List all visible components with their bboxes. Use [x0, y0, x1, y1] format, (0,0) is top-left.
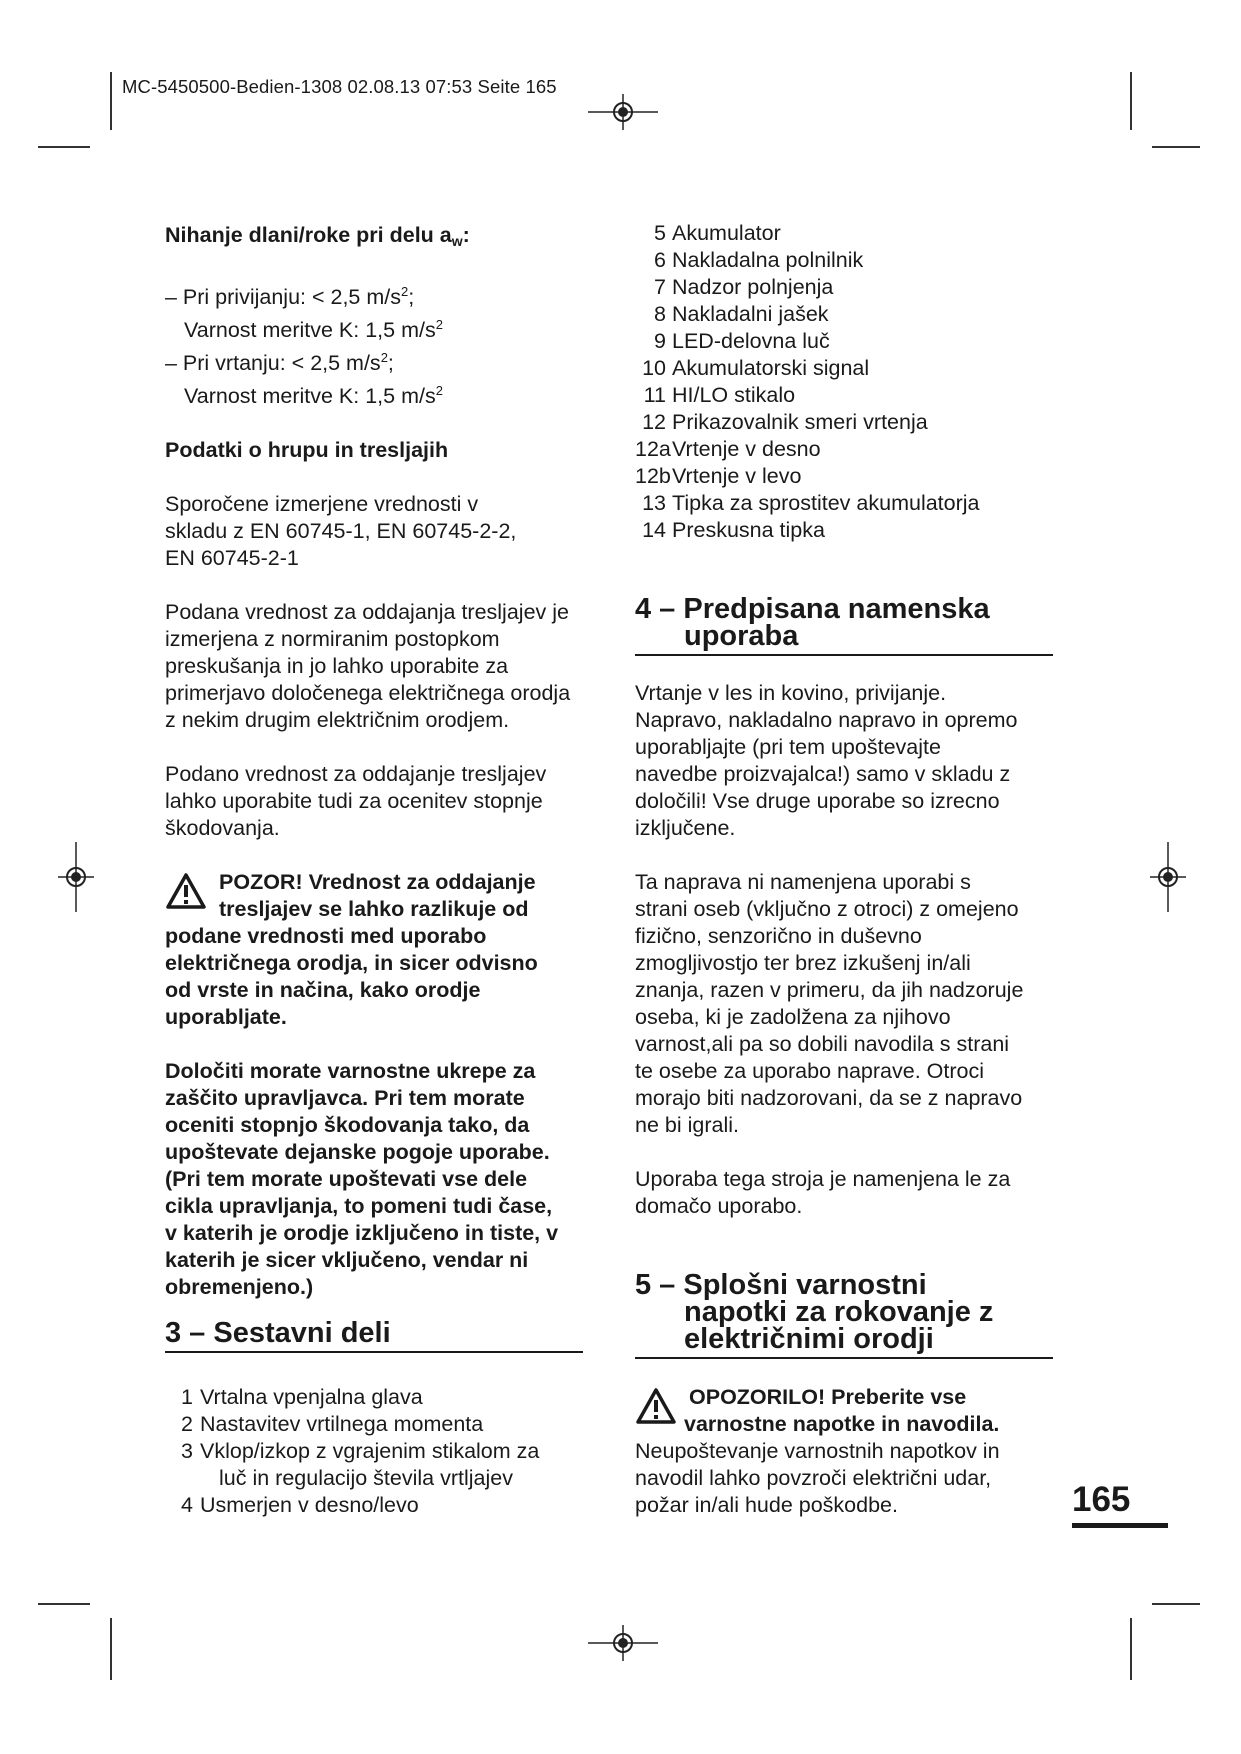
text-line: izključene.: [635, 816, 736, 840]
text-line: morajo biti nadzorovani, da se z napravo: [635, 1086, 1023, 1110]
crop-mark: [110, 1618, 112, 1680]
list-item: 13 Tipka za sprostitev akumulatorja: [642, 491, 980, 515]
text-line: navedbe proizvajalca!) samo v skladu z: [635, 762, 1011, 786]
section-title: 5 – Splošni varnostni: [635, 1269, 927, 1301]
parts-list-right: [635, 220, 1065, 544]
text-line: varnostne napotke in navodila.: [684, 1412, 1000, 1436]
text-line: električnega orodja, in sicer odvisno: [165, 951, 538, 975]
text-line: POZOR! Vrednost za oddajanje: [219, 870, 536, 894]
section-4-body: [635, 680, 1075, 1220]
text-line: Določiti morate varnostne ukrepe za: [165, 1059, 536, 1083]
general-warning: [635, 1384, 1075, 1438]
text-line: izmerjena z normiranim postopkom: [165, 627, 500, 651]
text-line: skladu z EN 60745-1, EN 60745-2-2,: [165, 519, 517, 543]
text-line: določili! Vse druge uporabe so izrecno: [635, 789, 1000, 813]
text-line: zaščito upravljavca. Pri tem morate: [165, 1086, 525, 1110]
section-title: 3 – Sestavni deli: [165, 1317, 391, 1349]
crop-mark: [1152, 146, 1200, 148]
text-line: domačo uporabo.: [635, 1194, 803, 1218]
text-line: Neupoštevanje varnostnih napotkov in: [635, 1439, 1000, 1463]
text-line: fizično, senzorično in duševno: [635, 924, 922, 948]
text-line: OPOZORILO! Preberite vse: [689, 1385, 967, 1409]
warning-triangle-icon: [635, 1387, 677, 1425]
text-line: varnost,ali pa so dobili navodila s strani: [635, 1032, 1010, 1056]
registration-mark-icon: [588, 92, 658, 132]
safety-measures-paragraph: [165, 1058, 595, 1301]
text-line: oceniti stopnjo škodovanja tako, da: [165, 1113, 530, 1137]
text-line: oseba, ki je zadolžena za njihovo: [635, 1005, 951, 1029]
section-title: električnimi orodji: [684, 1323, 934, 1355]
list-item: 12a Vrtenje v desno: [635, 437, 821, 461]
text-line: ne bi igrali.: [635, 1113, 739, 1137]
section-5-heading: [635, 1269, 1053, 1359]
text-line: škodovanja.: [165, 816, 280, 840]
page-number: 165: [1072, 1480, 1131, 1519]
text-line: Vrtanje v les in kovino, privijanje.: [635, 681, 947, 705]
text-line: požar in/ali hude poškodbe.: [635, 1493, 898, 1517]
list-item: luč in regulacijo števila vrtljajev: [219, 1466, 513, 1490]
section-4-heading: [635, 593, 1053, 656]
text-line: primerjavo določenega električnega orodja: [165, 681, 571, 705]
list-item: 4 Usmerjen v desno/levo: [181, 1493, 419, 1517]
parts-list-left: [172, 1384, 602, 1519]
text-line: podane vrednosti med uporabo: [165, 924, 487, 948]
text-line: uporabljajte (pri tem upoštevajte: [635, 735, 941, 759]
list-item: 2 Nastavitev vrtilnega momenta: [181, 1412, 484, 1436]
registration-mark-icon: [56, 842, 96, 912]
crop-mark: [38, 1603, 90, 1605]
crop-mark: [1130, 1618, 1132, 1680]
text-line: uporabljate.: [165, 1005, 287, 1029]
section-title: napotki za rokovanje z: [684, 1296, 994, 1328]
section-title: 4 – Predpisana namenska: [635, 593, 990, 625]
text-line: katerih je sicer vključeno, vendar ni: [165, 1248, 529, 1272]
noise-title: Podatki o hrupu in tresljajih: [165, 438, 449, 462]
text-line: Uporaba tega stroja je namenjena le za: [635, 1167, 1011, 1191]
list-item: 9 LED-delovna luč: [654, 329, 830, 353]
section-3-heading: [165, 1317, 583, 1353]
text-line: upoštevate dejanske pogoje uporabe.: [165, 1140, 550, 1164]
list-item: 10 Akumulatorski signal: [642, 356, 870, 380]
text-line: Podana vrednost za oddajanja tresljajev je: [165, 600, 569, 624]
text-line: (Pri tem morate upoštevati vse dele: [165, 1167, 528, 1191]
list-item: 14 Preskusna tipka: [642, 518, 825, 542]
crop-mark: [1130, 72, 1132, 130]
text-line: EN 60745-2-1: [165, 546, 299, 570]
crop-mark: [110, 72, 112, 130]
text-line: od vrste in načina, kako orodje: [165, 978, 481, 1002]
text-line: v katerih je orodje izključeno in tiste, v: [165, 1221, 559, 1245]
text-line: cikla upravljanja, to pomeni tudi čase,: [165, 1194, 553, 1218]
print-header: MC-5450500-Bedien-1308 02.08.13 07:53 Seite 165: [122, 76, 557, 97]
vibration-line: – Pri vrtanju: < 2,5 $m/s^2$;: [165, 350, 394, 375]
text-line: preskušanja in jo lahko uporabite za: [165, 654, 509, 678]
list-item: 12b Vrtenje v levo: [635, 464, 802, 488]
vibration-warning: [165, 869, 595, 1031]
text-line: znanja, razen v primeru, da jih nadzoruje: [635, 978, 1024, 1002]
vibration-line: Varnost meritve K: 1,5 $m/s^2$: [184, 317, 443, 342]
text-line: Napravo, nakladalno napravo in opremo: [635, 708, 1018, 732]
list-item: 8 Nakladalni jašek: [654, 302, 829, 326]
text-line: strani oseb (vključno z otroci) z omejeno: [635, 897, 1019, 921]
text-line: Ta naprava ni namenjena uporabi s: [635, 870, 971, 894]
crop-mark: [38, 146, 90, 148]
registration-mark-icon: [588, 1623, 658, 1663]
vibration-line: – Pri privijanju: < 2,5 $m/s^2$;: [165, 284, 415, 309]
text-line: Sporočene izmerjene vrednosti v: [165, 492, 479, 516]
text-line: lahko uporabite tudi za ocenitev stopnje: [165, 789, 543, 813]
crop-mark: [1152, 1603, 1200, 1605]
vibration-line: Varnost meritve K: 1,5 $m/s^2$: [184, 383, 443, 408]
list-item: 5 Akumulator: [654, 221, 781, 245]
list-item: 7 Nadzor polnjenja: [654, 275, 834, 299]
text-line: z nekim drugim električnim orodjem.: [165, 708, 510, 732]
section-5-body: [635, 1384, 1075, 1519]
text-line: te osebe za uporabo naprave. Otroci: [635, 1059, 984, 1083]
text-line: obremenjeno.): [165, 1275, 314, 1299]
list-item: 3 Vklop/izkop z vgrajenim stikalom za: [181, 1439, 540, 1463]
list-item: 12 Prikazovalnik smeri vrtenja: [642, 410, 928, 434]
text-line: navodil lahko povzroči električni udar,: [635, 1466, 992, 1490]
warning-triangle-icon: [165, 872, 207, 910]
left-column: [165, 222, 595, 1301]
list-item: 1 Vrtalna vpenjalna glava: [181, 1385, 423, 1409]
text-line: tresljajev se lahko razlikuje od: [219, 897, 529, 921]
section-title: uporaba: [684, 620, 799, 652]
vibration-title: Nihanje dlani/roke pri delu $a_w$:: [165, 223, 470, 249]
list-item: 11 HI/LO stikalo: [643, 383, 796, 407]
text-line: zmogljivostjo ter brez izkušenj in/ali: [635, 951, 971, 975]
list-item: 6 Nakladalna polnilnik: [654, 248, 864, 272]
registration-mark-icon: [1148, 842, 1188, 912]
text-line: Podano vrednost za oddajanje tresljajev: [165, 762, 547, 786]
page-number-rule: [1072, 1523, 1168, 1528]
